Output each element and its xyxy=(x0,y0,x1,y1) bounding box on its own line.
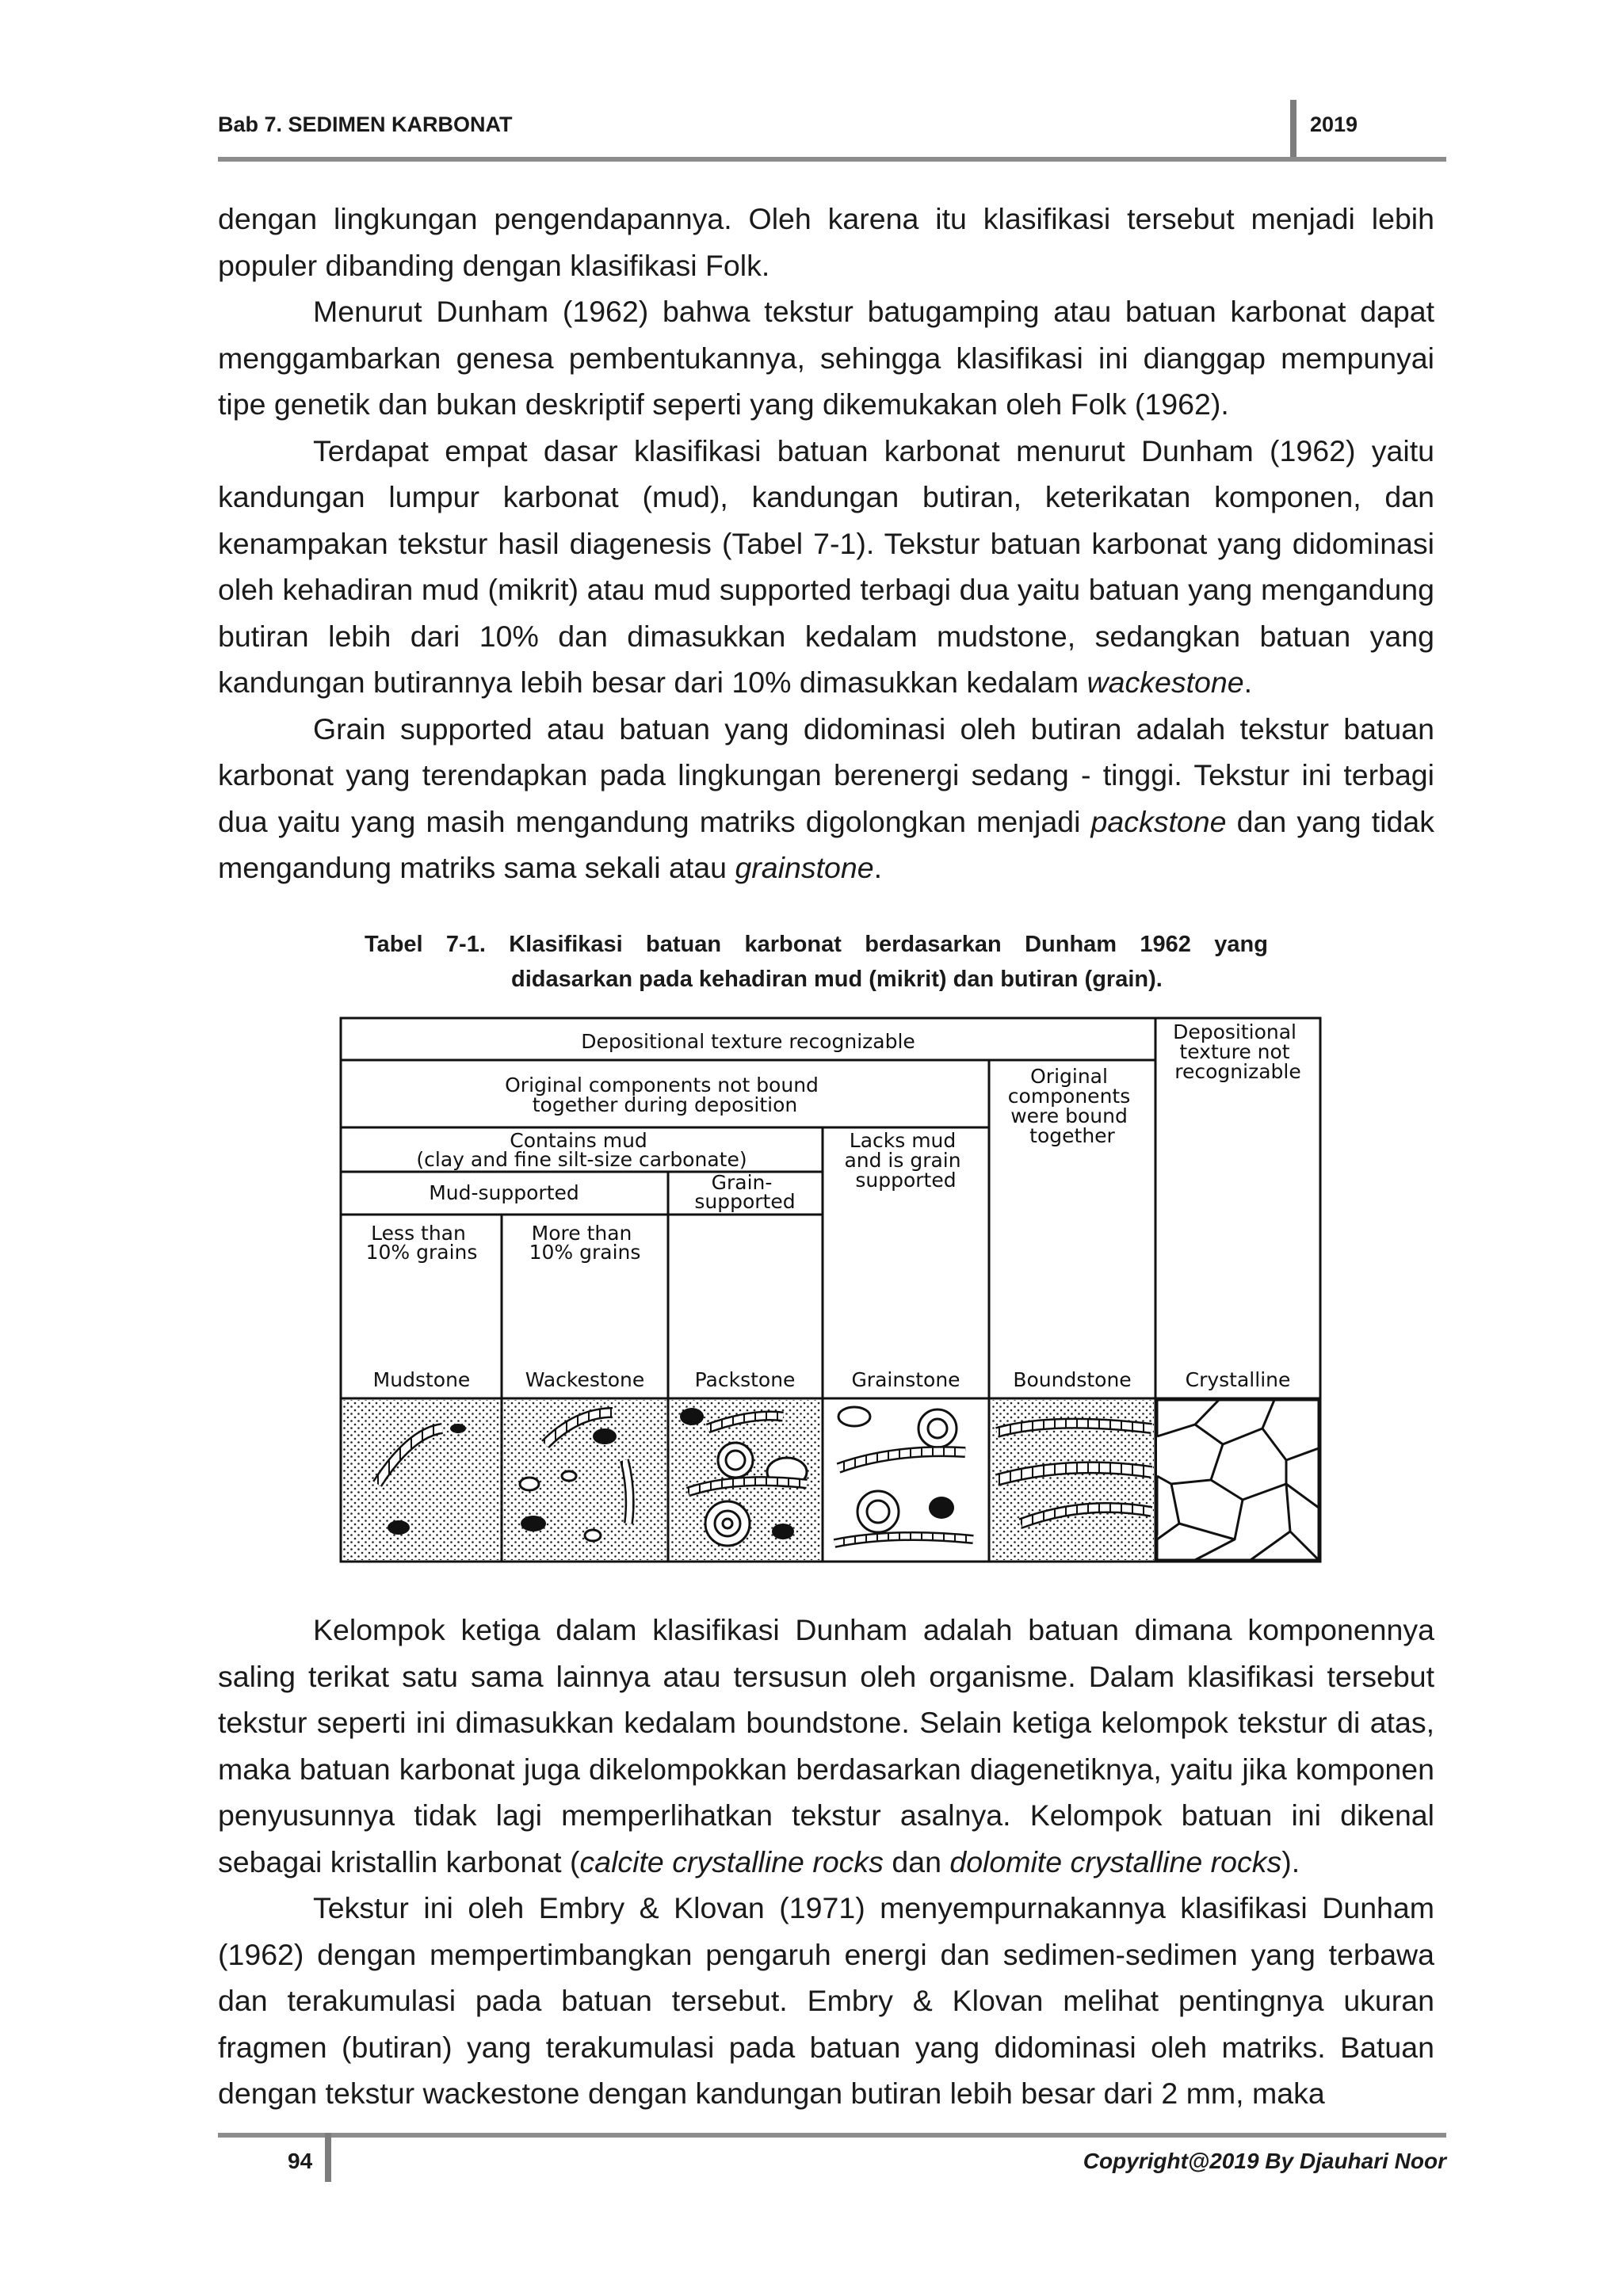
grain-supported-header: Grain- supported xyxy=(694,1171,796,1213)
text-run: ). xyxy=(1281,1844,1300,1878)
caption-word: 1962 xyxy=(1140,932,1191,957)
header-rule xyxy=(218,157,1446,162)
more-than-header: More than 10% grains xyxy=(529,1222,641,1264)
dunham-classification-figure xyxy=(339,1016,1322,1563)
wackestone-texture xyxy=(503,1400,666,1560)
mudstone-texture xyxy=(342,1400,500,1560)
caption-word: Dunham xyxy=(1025,932,1117,957)
caption-label: Tabel xyxy=(365,932,423,957)
class-crystalline: Crystalline xyxy=(1185,1368,1291,1391)
caption-word: karbonat xyxy=(744,932,842,957)
class-boundstone: Boundstone xyxy=(1013,1368,1132,1391)
caption-word: berdasarkan xyxy=(865,932,1002,957)
packstone-texture xyxy=(670,1400,821,1560)
text-run: Kelompok ketiga dalam klasifikasi Dunham adalah batuan dimana komponennya saling terikat satu sama lainnya atau tersusun oleh organisme. Dalam klasifikasi tersebut tekstur seperti ini dimasukkan kedalam boundstone. Selain ketiga kelompok tekstur di atas, maka batuan karbonat juga dikelompokkan berdasarkan diagenetiknya, yaitu jika komponen penyusunnya tidak lagi memperlihatkan tekstur asalnya. Kelompok batuan ini dikenal sebagai kristallin karbonat ( xyxy=(218,1613,1434,1878)
boundstone-texture xyxy=(991,1400,1154,1560)
crystalline-texture xyxy=(1157,1400,1319,1560)
table-caption xyxy=(365,927,1268,997)
contains-mud-header: Contains mud (clay and fine silt-size carbonate) xyxy=(416,1129,747,1171)
copyright-notice: Copyright@2019 By Djauhari Noor xyxy=(1083,2149,1446,2173)
paragraph xyxy=(218,428,1434,706)
not-bound-header: Original components not bound together during deposition xyxy=(505,1074,819,1116)
grainstone-texture xyxy=(824,1400,987,1560)
body-text-top xyxy=(218,196,1434,891)
depositional-texture-header: Depositional texture recognizable xyxy=(581,1030,915,1053)
footer-divider xyxy=(325,2133,331,2182)
caption-word: yang xyxy=(1214,932,1268,957)
text-run: . xyxy=(873,851,882,884)
caption-line-2: didasarkan pada kehadiran mud (mikrit) dan butiran (grain). xyxy=(511,967,1163,992)
text-run: Grain supported atau batuan yang didominasi oleh butiran adalah tekstur batuan karbonat yang terendapkan pada lingkungan berenergi sedang - tinggi. Tekstur ini terbagi dua yaitu yang masih mengandung matriks digolongkan menjadi xyxy=(218,711,1434,838)
mud-supported-header: Mud-supported xyxy=(429,1181,579,1204)
body-text-bottom xyxy=(218,1607,1434,2117)
caption-word: batuan xyxy=(646,932,722,957)
class-wackestone: Wackestone xyxy=(525,1368,645,1391)
header-year: 2019 xyxy=(1310,113,1358,136)
italic-term: dolomite crystalline rocks xyxy=(949,1844,1282,1878)
caption-line-1 xyxy=(365,927,1268,962)
text-run: dan xyxy=(883,1844,950,1878)
footer-rule xyxy=(218,2133,1446,2138)
caption-number: 7-1. xyxy=(445,932,486,957)
page-header xyxy=(218,100,1446,162)
italic-term: packstone xyxy=(1090,804,1227,838)
not-recognizable-header: Depositional texture not recognizable xyxy=(1173,1020,1301,1083)
page-footer xyxy=(218,2133,1446,2196)
chapter-title: Bab 7. SEDIMEN KARBONAT xyxy=(218,113,513,136)
paragraph xyxy=(218,1885,1434,2117)
text-run: dan yang tidak mengandung matriks sama sekali atau xyxy=(218,804,1434,884)
paragraph xyxy=(218,1607,1434,1885)
less-than-header: Less than 10% grains xyxy=(365,1222,478,1264)
text-run: Tekstur ini oleh Embry & Klovan (1971) menyempurnakannya klasifikasi Dunham (1962) dengan mempertimbangkan pengaruh energi dan sedimen-sedimen yang terbawa dan terakumulasi pada batuan tersebut. Embry & Klovan melihat pentingnya ukuran fragmen (butiran) yang terakumulasi pada batuan yang didominasi oleh matriks. Batuan dengan tekstur wackestone dengan kandungan butiran lebih besar dari 2 mm, maka xyxy=(218,1891,1434,2110)
text-run: Menurut Dunham (1962) bahwa tekstur batugamping atau batuan karbonat dapat menggambarkan genesa pembentukannya, sehingga klasifikasi ini dianggap mempunyai tipe genetik dan bukan deskriptif seperti yang dikemukakan oleh Folk (1962). xyxy=(218,295,1434,421)
lacks-mud-header: Lacks mud and is grain supported xyxy=(844,1129,961,1192)
paragraph xyxy=(218,288,1434,428)
class-packstone: Packstone xyxy=(694,1368,796,1391)
italic-term: calcite crystalline rocks xyxy=(579,1844,884,1878)
caption-word: Klasifikasi xyxy=(509,932,623,957)
text-run: dengan lingkungan pengendapannya. Oleh karena itu klasifikasi tersebut menjadi lebih populer dibanding dengan klasifikasi Folk. xyxy=(218,202,1434,282)
italic-term: grainstone xyxy=(735,851,874,884)
text-run: Terdapat empat dasar klasifikasi batuan karbonat menurut Dunham (1962) yaitu kandungan lumpur karbonat (mud), kandungan butiran, keterikatan komponen, dan kenampakan tekstur hasil diagenesis (Tabel 7-1). Tekstur batuan karbonat yang didominasi oleh kehadiran mud (mikrit) atau mud supported terbagi dua yaitu batuan yang mengandung butiran lebih dari 10% dan dimasukkan kedalam mudstone, sedangkan batuan yang kandungan butirannya lebih besar dari 10% dimasukkan kedalam xyxy=(218,433,1434,699)
page-number: 94 xyxy=(288,2149,313,2173)
paragraph xyxy=(218,196,1434,288)
italic-term: wackestone xyxy=(1086,666,1244,699)
bound-header: Original components were bound together xyxy=(1007,1065,1131,1147)
class-mudstone: Mudstone xyxy=(372,1368,471,1391)
text-run: . xyxy=(1243,666,1252,699)
paragraph xyxy=(218,706,1434,891)
header-divider xyxy=(1290,100,1296,162)
class-grainstone: Grainstone xyxy=(851,1368,960,1391)
